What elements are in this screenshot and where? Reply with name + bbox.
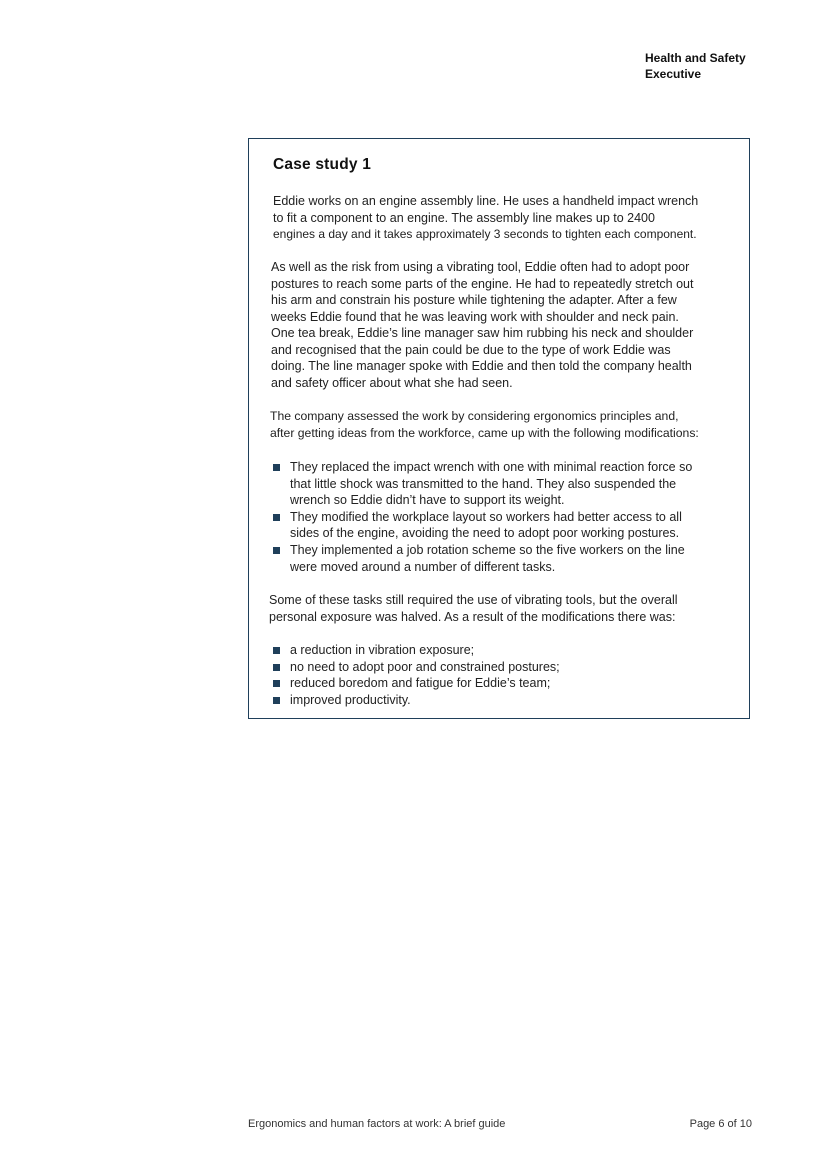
footer-page-number: Page 6 of 10 bbox=[689, 1118, 752, 1130]
list-item-line: sides of the engine, avoiding the need to adopt poor working postures. bbox=[290, 526, 680, 541]
assessment-paragraph bbox=[270, 408, 699, 441]
bullet-icon bbox=[273, 514, 280, 521]
risk-line: As well as the risk from using a vibrating tool, Eddie often had to adopt poor bbox=[271, 260, 690, 274]
case-study-box bbox=[248, 138, 750, 719]
list-item bbox=[273, 509, 692, 542]
modifications-list bbox=[273, 459, 692, 575]
org-name-line1: Health and Safety bbox=[645, 51, 746, 65]
risk-line: and recognised that the pain could be due to the type of work Eddie was bbox=[271, 342, 671, 357]
list-item-line: wrench so Eddie didn’t have to support its weight. bbox=[290, 493, 565, 508]
results-list bbox=[273, 642, 560, 708]
org-name-line2: Executive bbox=[645, 66, 702, 81]
risk-line: and safety officer about what she had seen. bbox=[271, 375, 513, 390]
list-item bbox=[273, 642, 560, 659]
outcome-line: Some of these tasks still required the use of vibrating tools, but the overall bbox=[269, 593, 678, 607]
org-name bbox=[645, 51, 795, 82]
list-item bbox=[273, 659, 560, 676]
bullet-icon bbox=[273, 697, 280, 704]
intro-paragraph bbox=[273, 193, 698, 243]
list-item-line: reduced boredom and fatigue for Eddie’s team; bbox=[290, 676, 551, 691]
list-item-line: were moved around a number of different tasks. bbox=[290, 559, 556, 574]
bullet-icon bbox=[273, 464, 280, 471]
risk-line: One tea break, Eddie’s line manager saw him rubbing his neck and shoulder bbox=[271, 326, 694, 340]
list-item-line: no need to adopt poor and constrained postures; bbox=[290, 659, 560, 674]
risk-line: doing. The line manager spoke with Eddie and then told the company health bbox=[271, 359, 692, 373]
list-item bbox=[273, 459, 692, 509]
bullet-icon bbox=[273, 547, 280, 554]
bullet-icon bbox=[273, 680, 280, 687]
assessment-line: after getting ideas from the workforce, came up with the following modifications: bbox=[270, 425, 699, 440]
list-item bbox=[273, 542, 692, 575]
list-item-line: a reduction in vibration exposure; bbox=[290, 643, 475, 657]
list-item-line: that little shock was transmitted to the hand. They also suspended the bbox=[290, 476, 677, 491]
intro-line: to fit a component to an engine. The assembly line makes up to 2400 bbox=[273, 210, 655, 225]
footer-document-title: Ergonomics and human factors at work: A brief guide bbox=[248, 1118, 506, 1130]
list-item bbox=[273, 692, 560, 709]
risk-line: his arm and constrain his posture while tightening the adapter. After a few bbox=[271, 293, 677, 307]
list-item-line: They replaced the impact wrench with one with minimal reaction force so bbox=[290, 460, 693, 474]
outcome-line: personal exposure was halved. As a result of the modifications there was: bbox=[269, 609, 676, 624]
bullet-icon bbox=[273, 664, 280, 671]
risk-line: postures to reach some parts of the engine. He had to repeatedly stretch out bbox=[271, 276, 694, 291]
intro-line: Eddie works on an engine assembly line. He uses a handheld impact wrench bbox=[273, 194, 699, 208]
intro-line: engines a day and it takes approximately 3 seconds to tighten each component. bbox=[273, 227, 697, 241]
list-item-line: They implemented a job rotation scheme so the five workers on the line bbox=[290, 542, 685, 557]
list-item-line: improved productivity. bbox=[290, 692, 411, 707]
risk-line: weeks Eddie found that he was leaving work with shoulder and neck pain. bbox=[271, 309, 679, 324]
bullet-icon bbox=[273, 647, 280, 654]
case-study-title: Case study 1 bbox=[273, 156, 372, 173]
outcome-paragraph bbox=[269, 592, 678, 625]
list-item-line: They modified the workplace layout so workers had better access to all bbox=[290, 509, 682, 524]
assessment-line: The company assessed the work by considering ergonomics principles and, bbox=[270, 409, 679, 423]
risk-paragraph bbox=[271, 259, 693, 391]
list-item bbox=[273, 675, 560, 692]
